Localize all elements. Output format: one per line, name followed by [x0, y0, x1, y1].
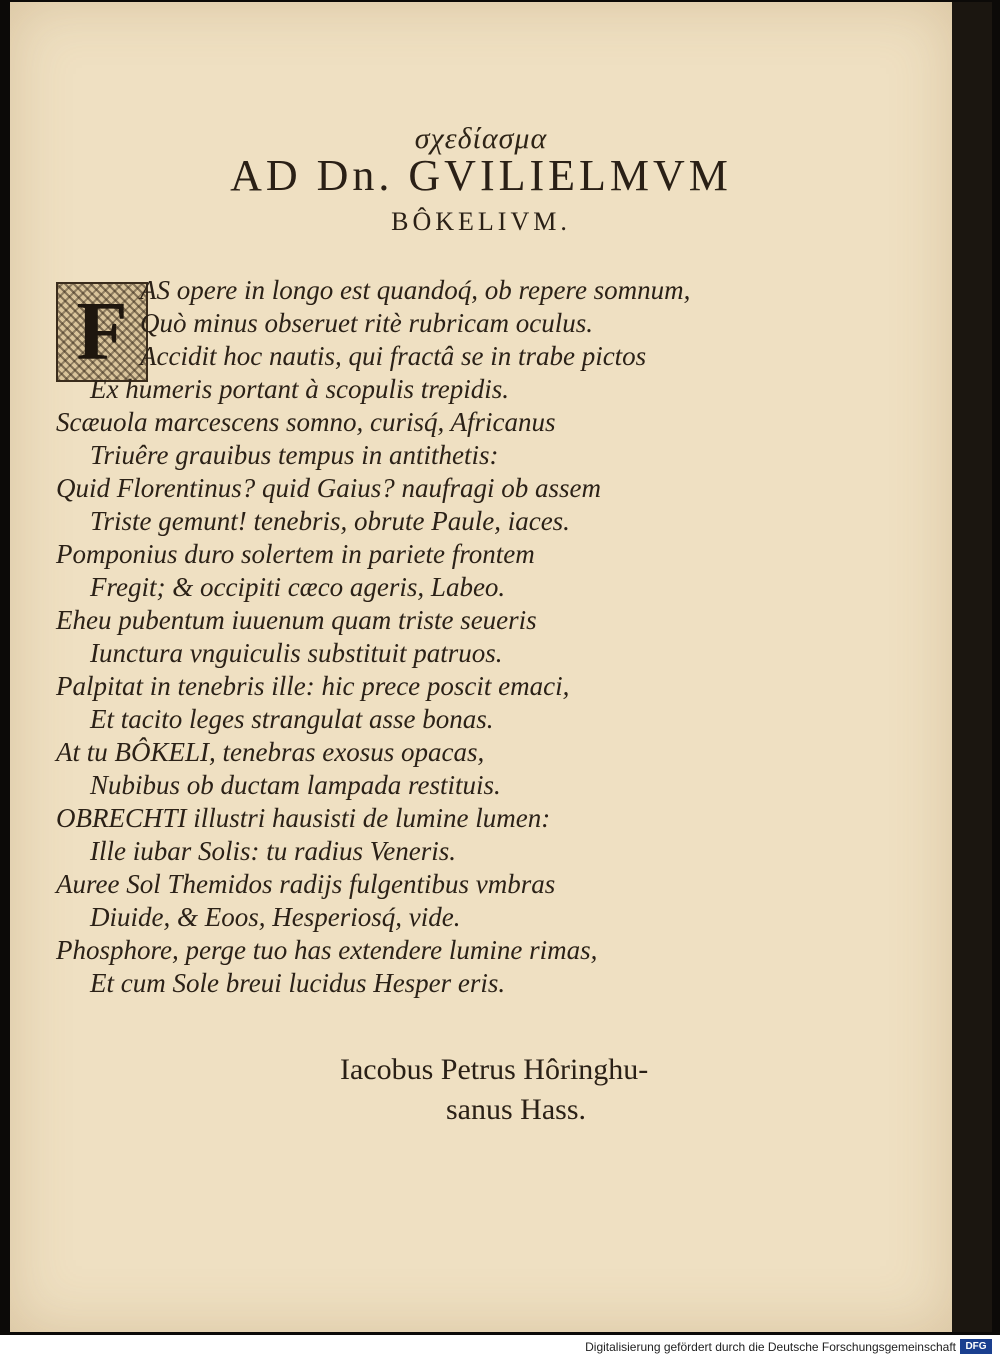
dfg-logo: DFG	[960, 1339, 992, 1354]
poem-line: Nubibus ob ductam lampada restituis.	[90, 770, 501, 800]
poem-line: Palpitat in tenebris ille: hic prece poscit emaci,	[56, 671, 570, 701]
poem-line: Quid Florentinus? quid Gaius? naufragi ob assem	[56, 473, 602, 503]
funding-credit: Digitalisierung gefördert durch die Deutsche Forschungsgemeinschaft	[585, 1340, 956, 1354]
poem-line: Et tacito leges strangulat asse bonas.	[90, 704, 494, 734]
dropcap-letter: F	[76, 285, 128, 378]
page-title: AD Dn. GVILIELMVM	[230, 151, 732, 200]
poem-line: Ille iubar Solis: tu radius Veneris.	[90, 836, 456, 866]
poem-line: AS opere in longo est quandoq́, ob repere somnum,	[140, 275, 691, 305]
author-signature	[340, 1050, 648, 1130]
poem-line: Et cum Sole breui lucidus Hesper eris.	[90, 968, 506, 998]
poem-line: Iunctura vnguiculis substituit patruos.	[90, 638, 503, 668]
signature-line-2: sanus Hass.	[446, 1093, 586, 1126]
poem-line: Fregit; & occipiti cæco ageris, Labeo.	[90, 572, 506, 602]
poem-line: Quò minus obseruet ritè rubricam oculus.	[140, 308, 593, 338]
poem-line: Eheu pubentum iuuenum quam triste seueris	[56, 605, 537, 635]
poem-line: Scæuola marcescens somno, curisq́, Africanus	[56, 407, 556, 437]
signature-line-1: Iacobus Petrus Hôringhu-	[340, 1053, 649, 1086]
book-page	[10, 2, 952, 1332]
poem-line: Accidit hoc nautis, qui fractâ se in trabe pictos	[140, 341, 647, 371]
poem-line: Ex humeris portant à scopulis trepidis.	[90, 374, 509, 404]
page-subtitle: BÔKELIVM.	[391, 207, 571, 236]
greek-heading: σχεδίασμα	[414, 122, 548, 155]
poem-line: Diuide, & Eoos, Hesperiosq́, vide.	[90, 902, 461, 932]
poem-line: Triste gemunt! tenebris, obrute Paule, iaces.	[90, 506, 570, 536]
poem-line: At tu BÔKELI, tenebras exosus opacas,	[56, 737, 485, 767]
page-edge	[952, 2, 992, 1332]
poem-line: Auree Sol Themidos radijs fulgentibus vmbras	[56, 869, 556, 899]
poem-line: Phosphore, perge tuo has extendere lumine rimas,	[56, 935, 598, 965]
poem-line: Pomponius duro solertem in pariete frontem	[56, 539, 535, 569]
poem-line: Triuêre grauibus tempus in antithetis:	[90, 440, 499, 470]
poem-line: OBRECHTI illustri hausisti de lumine lumen:	[56, 803, 551, 833]
poem-body	[56, 274, 756, 1000]
